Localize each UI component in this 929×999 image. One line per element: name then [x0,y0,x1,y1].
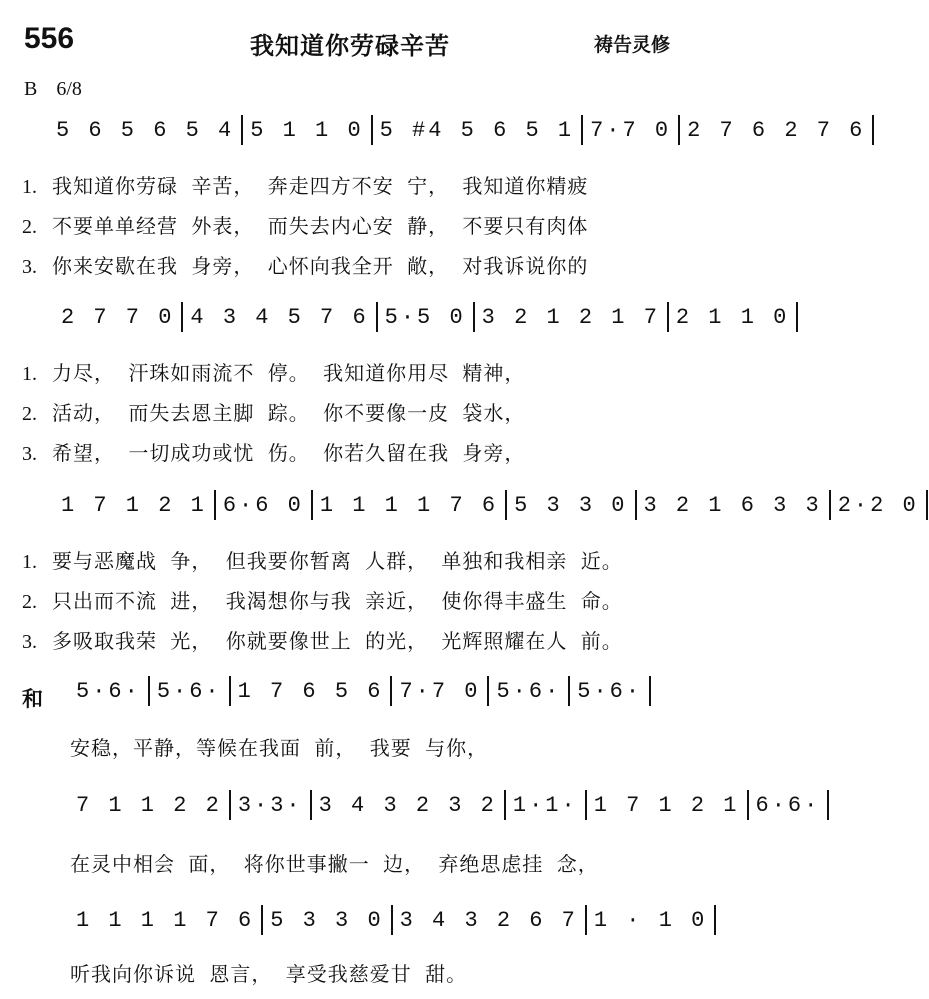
verse-number: 3. [22,631,37,653]
hymn-number: 556 [24,22,75,55]
measure: 7·7 0 [590,117,672,143]
barline [667,302,669,332]
barline [376,302,378,332]
lyric-text: 力尽， 汗珠如雨流不 停。 我知道你用尽 精神， [52,361,526,385]
measure: 1·1· [512,792,578,818]
verse-number: 1. [22,363,37,385]
measure: 4 3 4 5 7 6 [190,304,369,330]
measure: 3·3· [237,792,303,818]
lyric-line [22,585,623,614]
verse-number: 1. [22,551,37,573]
barline [473,302,475,332]
chorus-lyric-line: 安稳，平静，等候在我面 前， 我要 与你， [70,736,489,760]
barline [390,676,392,706]
barline [487,676,489,706]
measure: 5 6 5 6 5 4 [56,117,235,143]
lyric-line [22,210,588,239]
measure: 5·6· [577,678,643,704]
lyric-text: 希望， 一切成功或忧 伤。 你若久留在我 身旁， [52,441,526,465]
barline [829,490,831,520]
verse-number: 3. [22,443,37,465]
measure: 3 4 3 2 3 2 [318,792,497,818]
measure: 1 1 1 1 7 6 [76,907,255,933]
verse-number: 2. [22,216,37,238]
barline [714,905,719,935]
lyric-line [22,397,525,426]
barline [505,490,507,520]
barline [747,790,749,820]
measure: 7 1 1 2 2 [76,792,222,818]
barline [181,302,183,332]
barline [635,490,637,520]
barline [371,115,373,145]
lyric-line [22,625,623,654]
lyric-text: 你来安歇在我 身旁， 心怀向我全开 敞， 对我诉说你的 [52,254,589,278]
measure: 2 7 6 2 7 6 [687,117,866,143]
measure: 5 1 1 0 [250,117,364,143]
measure: 1 7 6 5 6 [237,678,384,704]
measure: 2 1 1 0 [675,304,790,330]
verse-number: 2. [22,591,37,613]
barline [568,676,570,706]
chorus-lyric-line: 听我向你诉说 恩言， 享受我慈爱甘 甜。 [70,962,468,986]
notation-row [50,115,875,149]
lyric-text: 我知道你劳碌 辛苦， 奔走四方不安 宁， 我知道你精疲 [52,174,589,198]
hymn-title: 我知道你劳碌辛苦 [250,32,450,60]
lyric-line [22,437,525,466]
measure: 1 7 1 2 1 [593,792,740,818]
hymn-category: 祷告灵修 [593,34,670,56]
measure: 2·2 0 [837,492,919,518]
lyric-text: 只出而不流 进， 我渴想你与我 亲近， 使你得丰盛生 命。 [52,589,623,613]
barline [827,790,829,820]
lyric-line [22,170,588,199]
barline [926,490,928,520]
notation-row [70,676,652,710]
barline [311,490,313,520]
measure: 5·6· [496,678,562,704]
measure: 5 #4 5 6 5 1 [379,117,575,143]
barline [229,790,231,820]
lyric-text: 多吸取我荣 光， 你就要像世上 的光， 光辉照耀在人 前。 [52,629,623,653]
barline [310,790,312,820]
lyric-text: 要与恶魔战 争， 但我要你暂离 人群， 单独和我相亲 近。 [52,549,623,573]
barline [261,905,263,935]
barline [229,676,231,706]
notation-row [55,302,799,336]
measure: 6·6 0 [222,492,304,518]
verse-number: 3. [22,256,37,278]
measure: 5 3 3 0 [270,907,384,933]
barline [148,676,150,706]
measure: 3 2 1 6 3 3 [643,492,822,518]
barline [504,790,506,820]
barline [585,905,587,935]
measure: 5 3 3 0 [514,492,628,518]
measure: 5·5 0 [384,304,466,330]
measure: 1 · 1 0 [593,907,708,933]
barline [581,115,583,145]
measure: 6·6· [755,792,821,818]
barline [214,490,216,520]
header [0,22,700,62]
measure: 3 2 1 2 1 7 [481,304,660,330]
notation-row [55,490,929,524]
barline [678,115,680,145]
measure: 1 7 1 2 1 [61,492,207,518]
lyric-line [22,250,588,279]
notation-row [70,790,830,824]
notation-row [70,905,720,939]
measure: 1 1 1 1 7 6 [319,492,499,518]
lyric-line [22,357,525,386]
measure: 5·6· [76,678,141,704]
verse-number: 2. [22,403,37,425]
measure: 3 4 3 2 6 7 [399,907,578,933]
measure: 2 7 7 0 [61,304,175,330]
barline [796,302,798,332]
verse-number: 1. [22,176,37,198]
barline [872,115,874,145]
chorus-label: 和 [22,687,43,711]
barline [391,905,393,935]
key-signature: B 6/8 [24,78,82,100]
lyric-text: 活动， 而失去恩主脚 踪。 你不要像一皮 袋水， [52,401,526,425]
barline [241,115,243,145]
lyric-line [22,545,623,574]
barline [585,790,587,820]
lyric-text: 不要单单经营 外表， 而失去内心安 静， 不要只有肉体 [52,214,589,238]
barline [649,676,651,706]
measure: 7·7 0 [399,678,481,704]
measure: 5·6· [156,678,222,704]
chorus-lyric-line: 在灵中相会 面， 将你世事撇一 边， 弃绝思虑挂 念， [70,852,599,876]
